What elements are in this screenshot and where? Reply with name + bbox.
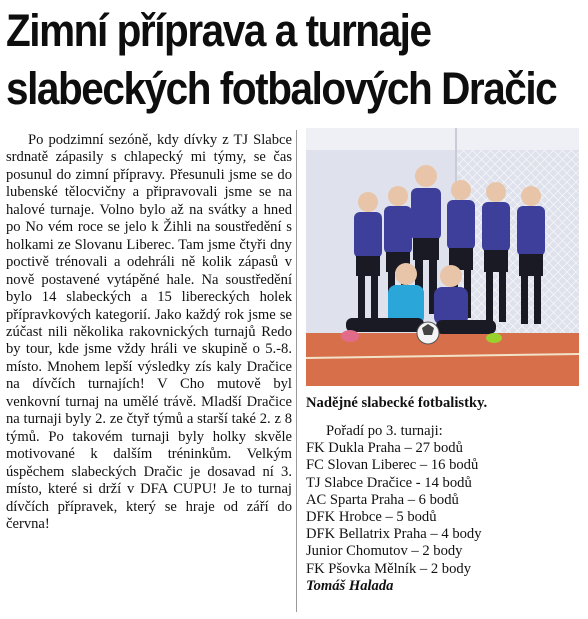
photo-caption: Nadějné slabecké fotbalistky. <box>306 395 488 411</box>
article-author: Tomáš Halada <box>306 577 394 594</box>
body-line: s holkami ze Slovanu Liberec. Tam jsme <box>6 219 292 253</box>
body-line: by tour, kde jsme vždy hráli ve skupině <box>6 341 253 358</box>
body-line: a 15 libereckých holek přípravkových <box>6 289 292 323</box>
body-line: hraje od září do června! <box>6 498 292 532</box>
article-body <box>6 132 292 533</box>
standings-row: AC Sparta Praha – 6 bodů <box>306 491 459 508</box>
headline-line-1: Zimní příprava a turnaje <box>6 5 431 56</box>
team-photo-illustration <box>306 128 579 386</box>
article-paragraph <box>6 132 292 533</box>
standings-row: FC Slovan Liberec – 16 bodů <box>306 457 479 474</box>
standings-row: DFK Bellatrix Praha – 4 body <box>306 526 482 543</box>
headline-line-2: slabeckých fotbalových Dračic <box>6 63 557 114</box>
body-line: motivované k dalším tréninkům. Velkým <box>6 446 292 463</box>
body-line: a připravovali jsme se na halové turnaje. <box>6 184 292 218</box>
standings-table <box>306 423 582 595</box>
body-line: Je to turnaj dívčích přípravek, který se <box>6 481 292 515</box>
body-line: Po podzimní sezóně, kdy dívky <box>28 132 223 148</box>
body-line: hale. Na soustředění bylo 14 slabeckých <box>6 271 293 306</box>
standings-heading: Pořadí po 3. turnaji: <box>326 423 443 439</box>
body-line: vém roce se jelo k Žihli na soustředění <box>47 219 287 236</box>
body-line: mi týmy, se čas posunul do zimní přípravy. <box>6 149 293 183</box>
body-line: z TJ Slabce srdnatě zápasily s chlapecký <box>6 132 292 166</box>
standings-row: FK Dukla Praha – 27 bodů <box>306 440 463 457</box>
body-line: ní 3. místo, které si drží v DFA CUPU! <box>6 463 292 498</box>
body-line: nili několika rakovnických turnajů Redo <box>48 323 292 340</box>
body-line: úspěchem slabeckých Dračic je dosavad <box>6 463 256 480</box>
body-line: kaly Dračice na dívčích turnajích! V Cho <box>6 358 292 393</box>
standings-row: FK Pšovka Mělník – 2 body <box>306 560 471 577</box>
body-line: mutově byl venkovní turnaj na umělé <box>6 376 292 410</box>
body-line: čtyři dny poctivě trénovali a odehráli ně <box>6 236 292 271</box>
standings-row: DFK Hrobce – 5 bodů <box>306 509 437 526</box>
body-line: trávě. Mladší Dračice na turnaji byly 2. <box>6 393 292 428</box>
body-line: ze čtyř týmů a starší také 2. z 8 týmů. <box>6 411 292 445</box>
column-divider <box>296 130 297 612</box>
body-line: o 5.-8. místo. Mnohem lepší výsledky zís <box>6 341 292 375</box>
body-line: Po takovém turnaji byly holky skvěle <box>48 428 292 445</box>
body-line: Volno bylo až na svátky a hned po No <box>6 201 292 236</box>
ball <box>417 322 439 344</box>
body-line: kolik zápasů v nově postavené vytápěné <box>6 254 292 288</box>
team-photo <box>306 128 579 386</box>
article-headline <box>6 2 557 118</box>
standings-row: TJ Slabce Dračice - 14 bodů <box>306 474 472 491</box>
standings-row: Junior Chomutov – 2 body <box>306 543 463 560</box>
body-line: kategorií. Jako každý rok jsme se zúčast <box>6 306 292 340</box>
body-line: Přesunuli jsme se do lubenské tělocvičny <box>6 166 292 201</box>
